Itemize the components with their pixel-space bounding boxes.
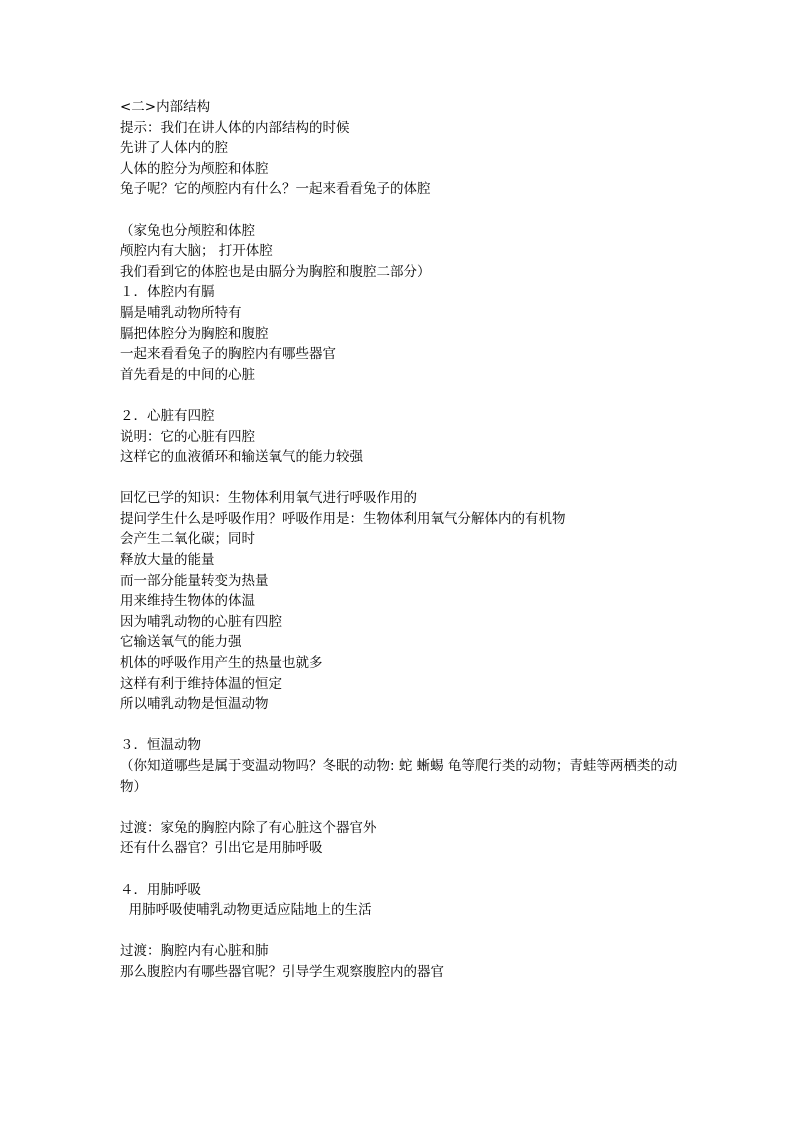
text-line: 用肺呼吸使哺乳动物更适应陆地上的生活 bbox=[120, 902, 372, 919]
text-line: 说明：它的心脏有四腔 bbox=[120, 428, 255, 445]
blank-line bbox=[120, 200, 680, 221]
point-heading: ４．用肺呼吸 bbox=[120, 881, 201, 898]
text-line: 这样有利于维持体温的恒定 bbox=[120, 675, 282, 692]
point-heading: ３．恒温动物 bbox=[120, 737, 201, 754]
text-line: 而一部分能量转变为热量 bbox=[120, 572, 269, 589]
text-line: 兔子呢？它的颅腔内有什么？一起来看看兔子的体腔 bbox=[120, 181, 431, 198]
text-line: 我们看到它的体腔也是由膈分为胸腔和腹腔二部分） bbox=[120, 263, 431, 280]
text-line: （你知道哪些是属于变温动物吗？冬眠的动物: 蛇 蜥蜴 龟等爬行类的动物；青蛙等两栖类的动物） bbox=[120, 758, 678, 795]
text-line: 颅腔内有大脑； 打开体腔 bbox=[120, 243, 273, 260]
blank-line bbox=[120, 797, 680, 818]
text-line: 提问学生什么是呼吸作用？呼吸作用是：生物体利用氧气分解体内的有机物 bbox=[120, 510, 566, 527]
text-line: 它输送氧气的能力强 bbox=[120, 634, 242, 651]
text-line: 膈把体腔分为胸腔和腹腔 bbox=[120, 325, 269, 342]
blank-line bbox=[120, 921, 680, 942]
section-heading: <二>内部结构 bbox=[120, 99, 211, 115]
point-heading: １．体腔内有膈 bbox=[120, 284, 215, 301]
point-heading: ２．心脏有四腔 bbox=[120, 407, 215, 424]
text-line: 还有什么器官？引出它是用肺呼吸 bbox=[120, 840, 323, 857]
text-line: 这样它的血液循环和输送氧气的能力较强 bbox=[120, 449, 363, 466]
text-line: （家兔也分颅腔和体腔 bbox=[120, 222, 255, 239]
blank-line bbox=[120, 385, 680, 406]
text-line: 提示：我们在讲人体的内部结构的时候 bbox=[120, 119, 350, 136]
text-line: 过渡：胸腔内有心脏和肺 bbox=[120, 943, 269, 960]
text-line: 一起来看看兔子的胸腔内有哪些器官 bbox=[120, 346, 336, 363]
text-line: 释放大量的能量 bbox=[120, 552, 215, 569]
text-line: 机体的呼吸作用产生的热量也就多 bbox=[120, 655, 323, 672]
text-line: 过渡：家兔的胸腔内除了有心脏这个器官外 bbox=[120, 819, 377, 836]
text-line: 首先看是的中间的心脏 bbox=[120, 366, 255, 383]
document-body bbox=[120, 97, 680, 983]
text-line: 那么腹腔内有哪些器官呢？引导学生观察腹腔内的器官 bbox=[120, 963, 444, 980]
blank-line bbox=[120, 468, 680, 489]
text-line: 人体的腔分为颅腔和体腔 bbox=[120, 160, 269, 177]
text-line: 先讲了人体内的腔 bbox=[120, 140, 228, 157]
blank-line bbox=[120, 715, 680, 736]
text-line: 膈是哺乳动物所特有 bbox=[120, 304, 242, 321]
text-line: 用来维持生物体的体温 bbox=[120, 593, 255, 610]
blank-line bbox=[120, 859, 680, 880]
text-line: 回忆已学的知识：生物体利用氧气进行呼吸作用的 bbox=[120, 490, 417, 507]
text-line: 所以哺乳动物是恒温动物 bbox=[120, 696, 269, 713]
text-line: 因为哺乳动物的心脏有四腔 bbox=[120, 613, 282, 630]
text-line: 会产生二氧化碳；同时 bbox=[120, 531, 255, 548]
